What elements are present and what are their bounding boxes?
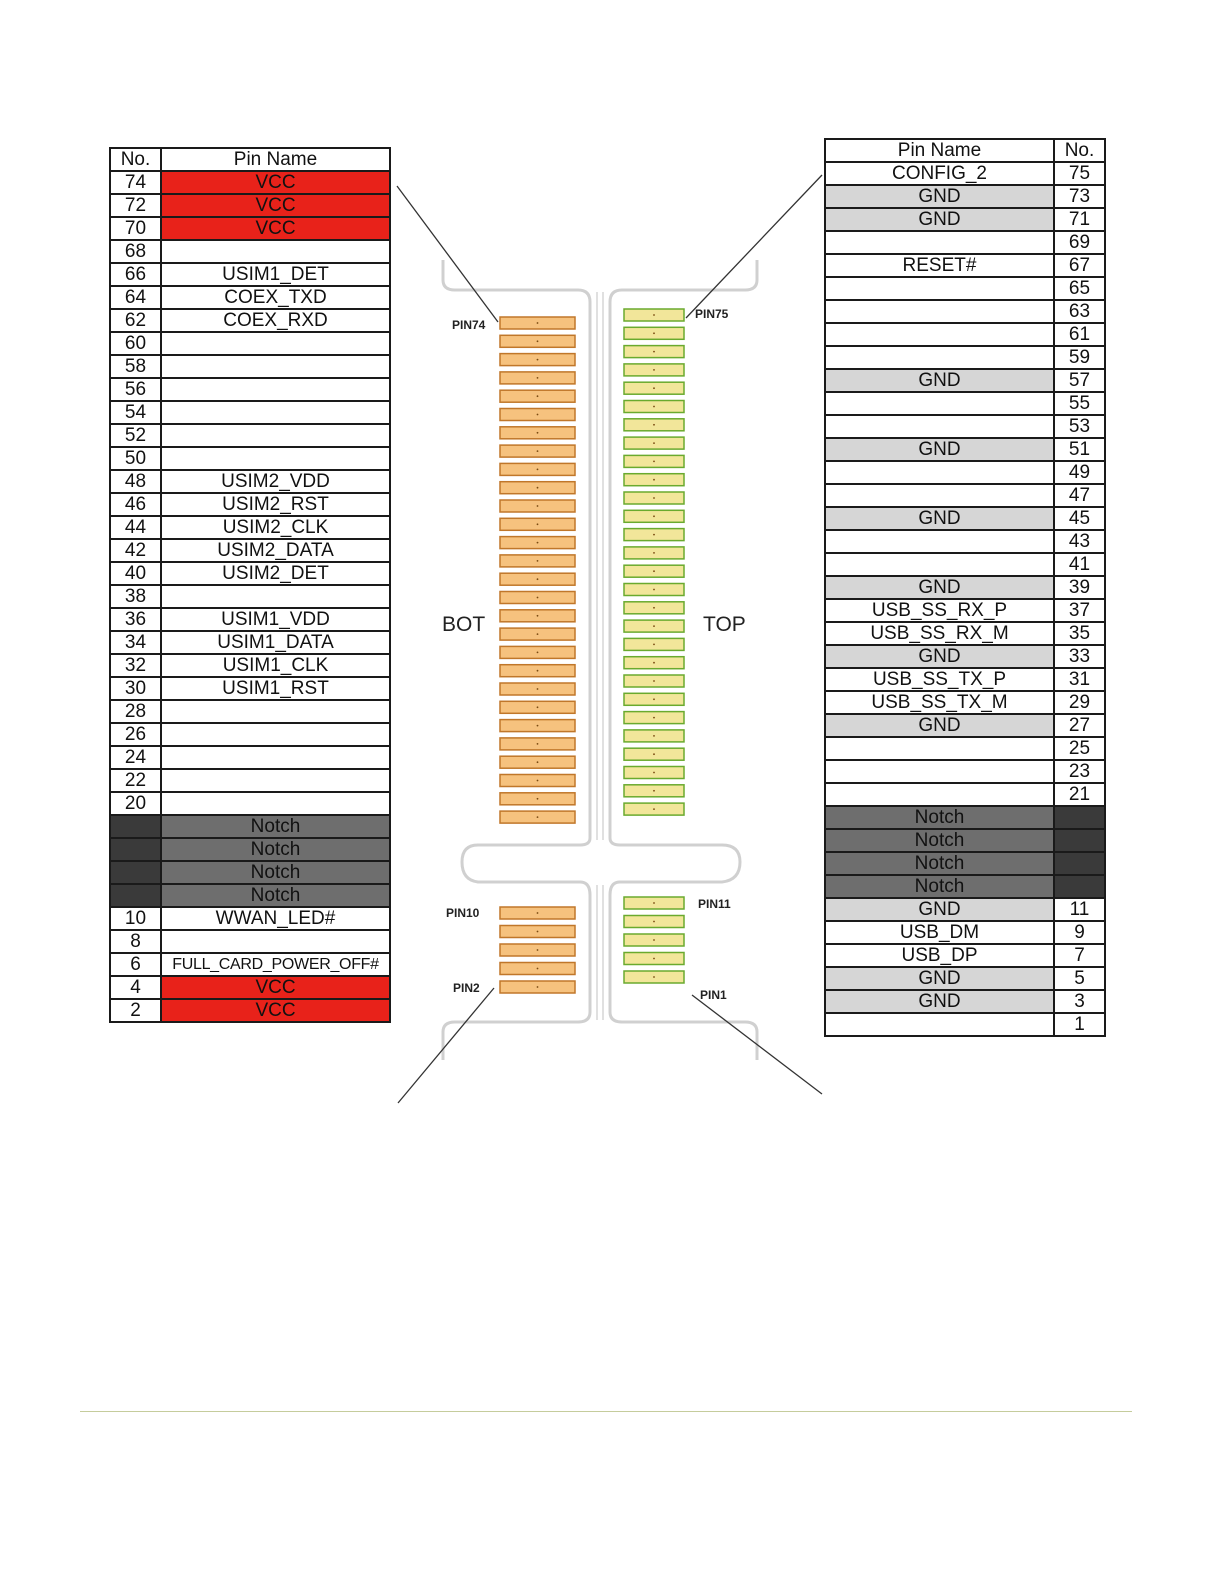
connector-outline bbox=[443, 260, 757, 1060]
bot-contact-pad-dot bbox=[537, 615, 539, 617]
top-contact-pad-dot bbox=[653, 314, 655, 316]
pin-number-cell: 25 bbox=[1054, 737, 1105, 760]
top-contact-pad-dot bbox=[653, 902, 655, 904]
pin-number-cell: 8 bbox=[110, 930, 161, 953]
pin-number-cell: 32 bbox=[110, 654, 161, 677]
bot-contact-pad-dot bbox=[537, 743, 539, 745]
top-contact-pad-dot bbox=[653, 772, 655, 774]
bot-contact-pad-dot bbox=[537, 706, 539, 708]
pin-name-cell: Notch bbox=[825, 829, 1054, 852]
top-contact-pad-dot bbox=[653, 644, 655, 646]
pin-number-cell: 11 bbox=[1054, 898, 1105, 921]
pin-number-cell: 65 bbox=[1054, 277, 1105, 300]
pin-name-cell: VCC bbox=[161, 217, 390, 240]
pin-number-cell: 45 bbox=[1054, 507, 1105, 530]
pin-name-cell: VCC bbox=[161, 999, 390, 1022]
pin-number-cell: 69 bbox=[1054, 231, 1105, 254]
pin1-label: PIN1 bbox=[700, 988, 727, 1002]
top-contact-pad-dot bbox=[653, 808, 655, 810]
pin-number-cell: 62 bbox=[110, 309, 161, 332]
bot-contact-pad-dot bbox=[537, 761, 539, 763]
top-contact-pad-dot bbox=[653, 958, 655, 960]
pin-name-cell: Notch bbox=[825, 875, 1054, 898]
pin-number-cell: 28 bbox=[110, 700, 161, 723]
pin-number-cell: 64 bbox=[110, 286, 161, 309]
pin-number-cell: 22 bbox=[110, 769, 161, 792]
pin-name-cell: USB_DP bbox=[825, 944, 1054, 967]
pin-name-cell: GND bbox=[825, 208, 1054, 231]
bot-contact-pad-dot bbox=[537, 912, 539, 914]
top-contact-pad-dot bbox=[653, 406, 655, 408]
pin-name-cell: USIM1_RST bbox=[161, 677, 390, 700]
pin-name-cell: FULL_CARD_POWER_OFF# bbox=[161, 953, 390, 976]
pin-number-cell: 6 bbox=[110, 953, 161, 976]
pin-number-cell: 24 bbox=[110, 746, 161, 769]
pin-name-cell: USB_SS_RX_P bbox=[825, 599, 1054, 622]
top-contact-pad-dot bbox=[653, 424, 655, 426]
bot-contact-pad-dot bbox=[537, 968, 539, 970]
top-contact-pad-dot bbox=[653, 442, 655, 444]
pin-number-cell: 42 bbox=[110, 539, 161, 562]
top-contact-pad-dot bbox=[653, 921, 655, 923]
top-contact-pad-dot bbox=[653, 589, 655, 591]
pin-number-cell: 40 bbox=[110, 562, 161, 585]
bot-lower-pad-group bbox=[500, 907, 575, 993]
pin-number-cell: 55 bbox=[1054, 392, 1105, 415]
pin-number-cell: 73 bbox=[1054, 185, 1105, 208]
pin-name-cell: VCC bbox=[161, 976, 390, 999]
pin-name-cell: GND bbox=[825, 576, 1054, 599]
leader-line-pin74 bbox=[397, 186, 498, 322]
pin-name-cell: Notch bbox=[161, 815, 390, 838]
pin-name-cell: COEX_RXD bbox=[161, 309, 390, 332]
pin75-label: PIN75 bbox=[695, 307, 729, 321]
top-contact-pad-dot bbox=[653, 515, 655, 517]
bot-contact-pad-dot bbox=[537, 949, 539, 951]
top-contact-pad-dot bbox=[653, 387, 655, 389]
pin-number-cell: 67 bbox=[1054, 254, 1105, 277]
top-contact-pad-dot bbox=[653, 534, 655, 536]
pin-name-cell: USB_DM bbox=[825, 921, 1054, 944]
pin-number-cell: 10 bbox=[110, 907, 161, 930]
pin-name-cell: USB_SS_RX_M bbox=[825, 622, 1054, 645]
pin-number-cell: 56 bbox=[110, 378, 161, 401]
pin-number-cell: 5 bbox=[1054, 967, 1105, 990]
pin-name-cell: Notch bbox=[161, 838, 390, 861]
pin74-label: PIN74 bbox=[452, 318, 486, 332]
bot-contact-pad-dot bbox=[537, 395, 539, 397]
pin2-label: PIN2 bbox=[453, 981, 480, 995]
top-contact-pad-dot bbox=[653, 351, 655, 353]
pin-name-cell: VCC bbox=[161, 194, 390, 217]
pin-number-cell: 50 bbox=[110, 447, 161, 470]
pin-number-cell: 36 bbox=[110, 608, 161, 631]
pin-name-cell: GND bbox=[825, 967, 1054, 990]
pin-name-cell: USB_SS_TX_M bbox=[825, 691, 1054, 714]
leader-line-pin1 bbox=[692, 995, 822, 1094]
bot-side-label: BOT bbox=[442, 613, 486, 636]
bot-contact-pad-dot bbox=[537, 359, 539, 361]
pin-number-cell: 54 bbox=[110, 401, 161, 424]
bot-contact-pad-dot bbox=[537, 725, 539, 727]
pin-number-cell: 51 bbox=[1054, 438, 1105, 461]
pin-name-cell: GND bbox=[825, 990, 1054, 1013]
pin-name-cell: VCC bbox=[161, 171, 390, 194]
top-contact-pad-dot bbox=[653, 497, 655, 499]
top-contact-pad-dot bbox=[653, 479, 655, 481]
bot-contact-pad-dot bbox=[537, 523, 539, 525]
pin-number-cell: 39 bbox=[1054, 576, 1105, 599]
bot-contact-pad-dot bbox=[537, 670, 539, 672]
pin-number-cell: 60 bbox=[110, 332, 161, 355]
pin10-label: PIN10 bbox=[446, 906, 480, 920]
pin-number-cell: 72 bbox=[110, 194, 161, 217]
pin-name-cell: GND bbox=[825, 369, 1054, 392]
pin-number-cell: 58 bbox=[110, 355, 161, 378]
pin-number-cell: 29 bbox=[1054, 691, 1105, 714]
bot-contact-pad-dot bbox=[537, 816, 539, 818]
pin-number-cell: 21 bbox=[1054, 783, 1105, 806]
pin-name-cell: Notch bbox=[161, 861, 390, 884]
pin-number-cell: 4 bbox=[110, 976, 161, 999]
top-contact-pad-dot bbox=[653, 625, 655, 627]
left-header-pin-name: Pin Name bbox=[161, 148, 390, 171]
right-header-pin-name: Pin Name bbox=[825, 139, 1054, 162]
pin-number-cell: 34 bbox=[110, 631, 161, 654]
pin-name-cell: WWAN_LED# bbox=[161, 907, 390, 930]
top-contact-pad-dot bbox=[653, 939, 655, 941]
pin-number-cell: 2 bbox=[110, 999, 161, 1022]
top-side-label: TOP bbox=[703, 613, 746, 636]
top-contact-pad-dot bbox=[653, 570, 655, 572]
pin-number-cell: 38 bbox=[110, 585, 161, 608]
pin-number-cell: 35 bbox=[1054, 622, 1105, 645]
pin-number-cell: 7 bbox=[1054, 944, 1105, 967]
pin-name-cell: GND bbox=[825, 438, 1054, 461]
pin-name-cell: Notch bbox=[161, 884, 390, 907]
bot-contact-pad-dot bbox=[537, 432, 539, 434]
top-contact-pad-dot bbox=[653, 976, 655, 978]
top-contact-pad-dot bbox=[653, 662, 655, 664]
bot-contact-pad-dot bbox=[537, 505, 539, 507]
pin-number-cell: 70 bbox=[110, 217, 161, 240]
pin-name-cell: USIM1_DET bbox=[161, 263, 390, 286]
bot-contact-pad-dot bbox=[537, 578, 539, 580]
top-contact-pad-dot bbox=[653, 735, 655, 737]
bot-contact-pad-dot bbox=[537, 414, 539, 416]
pin-name-cell: RESET# bbox=[825, 254, 1054, 277]
bot-contact-pad-dot bbox=[537, 469, 539, 471]
pin-number-cell: 63 bbox=[1054, 300, 1105, 323]
pin-number-cell: 3 bbox=[1054, 990, 1105, 1013]
pin-number-cell: 57 bbox=[1054, 369, 1105, 392]
pin-name-cell: COEX_TXD bbox=[161, 286, 390, 309]
pin-name-cell: USIM2_DET bbox=[161, 562, 390, 585]
pin-name-cell: USIM1_VDD bbox=[161, 608, 390, 631]
pin-name-cell: GND bbox=[825, 507, 1054, 530]
pin-number-cell: 66 bbox=[110, 263, 161, 286]
pin-number-cell: 52 bbox=[110, 424, 161, 447]
pin-name-cell: USIM1_DATA bbox=[161, 631, 390, 654]
pin-number-cell: 71 bbox=[1054, 208, 1105, 231]
pin-name-cell: USIM2_RST bbox=[161, 493, 390, 516]
pin-number-cell: 30 bbox=[110, 677, 161, 700]
top-contact-pad-dot bbox=[653, 698, 655, 700]
pin-number-cell: 33 bbox=[1054, 645, 1105, 668]
bot-contact-pad-dot bbox=[537, 450, 539, 452]
pin-number-cell: 49 bbox=[1054, 461, 1105, 484]
pin-number-cell: 61 bbox=[1054, 323, 1105, 346]
pin-name-cell: GND bbox=[825, 645, 1054, 668]
pin-number-cell: 27 bbox=[1054, 714, 1105, 737]
pin-number-cell: 53 bbox=[1054, 415, 1105, 438]
pin-name-cell: USIM2_CLK bbox=[161, 516, 390, 539]
pin-number-cell: 31 bbox=[1054, 668, 1105, 691]
top-contact-pad-dot bbox=[653, 607, 655, 609]
top-contact-pad-dot bbox=[653, 552, 655, 554]
pin-number-cell: 68 bbox=[110, 240, 161, 263]
bot-contact-pad-dot bbox=[537, 597, 539, 599]
bot-contact-pad-dot bbox=[537, 322, 539, 324]
top-upper-pad-group bbox=[624, 309, 684, 815]
pin-name-cell: CONFIG_2 bbox=[825, 162, 1054, 185]
pin-number-cell: 44 bbox=[110, 516, 161, 539]
leader-line-pin75 bbox=[686, 175, 822, 318]
pin-name-cell: GND bbox=[825, 898, 1054, 921]
pin-name-cell: USIM1_CLK bbox=[161, 654, 390, 677]
pin-name-cell: Notch bbox=[825, 806, 1054, 829]
pin-number-cell: 48 bbox=[110, 470, 161, 493]
leader-line-pin2 bbox=[398, 988, 494, 1103]
bot-contact-pad-dot bbox=[537, 542, 539, 544]
pin11-label: PIN11 bbox=[698, 897, 731, 911]
bot-contact-pad-dot bbox=[537, 560, 539, 562]
top-contact-pad-dot bbox=[653, 753, 655, 755]
pin-number-cell: 1 bbox=[1054, 1013, 1105, 1036]
top-lower-pad-group bbox=[624, 897, 684, 983]
pin-name-cell: USIM2_VDD bbox=[161, 470, 390, 493]
bot-contact-pad-dot bbox=[537, 931, 539, 933]
pin-name-cell: USB_SS_TX_P bbox=[825, 668, 1054, 691]
pin-number-cell: 59 bbox=[1054, 346, 1105, 369]
pin-number-cell: 41 bbox=[1054, 553, 1105, 576]
pin-number-cell: 75 bbox=[1054, 162, 1105, 185]
bot-upper-pad-group bbox=[500, 317, 575, 823]
bot-contact-pad-dot bbox=[537, 798, 539, 800]
bot-contact-pad-dot bbox=[537, 340, 539, 342]
pin-number-cell: 23 bbox=[1054, 760, 1105, 783]
pin-name-cell: USIM2_DATA bbox=[161, 539, 390, 562]
pin-name-cell: GND bbox=[825, 185, 1054, 208]
top-contact-pad-dot bbox=[653, 369, 655, 371]
footer-rule bbox=[80, 1411, 1132, 1412]
top-contact-pad-dot bbox=[653, 717, 655, 719]
pin-number-cell: 9 bbox=[1054, 921, 1105, 944]
pin-number-cell: 26 bbox=[110, 723, 161, 746]
pin-number-cell: 47 bbox=[1054, 484, 1105, 507]
right-header-no: No. bbox=[1054, 139, 1105, 162]
left-header-no: No. bbox=[110, 148, 161, 171]
bot-contact-pad-dot bbox=[537, 986, 539, 988]
top-contact-pad-dot bbox=[653, 332, 655, 334]
pin-number-cell: 20 bbox=[110, 792, 161, 815]
pin-number-cell: 46 bbox=[110, 493, 161, 516]
bot-contact-pad-dot bbox=[537, 487, 539, 489]
bot-contact-pad-dot bbox=[537, 652, 539, 654]
top-contact-pad-dot bbox=[653, 680, 655, 682]
bot-contact-pad-dot bbox=[537, 780, 539, 782]
pin-number-cell: 37 bbox=[1054, 599, 1105, 622]
pin-name-cell: GND bbox=[825, 714, 1054, 737]
top-contact-pad-dot bbox=[653, 461, 655, 463]
bot-contact-pad-dot bbox=[537, 688, 539, 690]
pin-number-cell: 74 bbox=[110, 171, 161, 194]
bot-contact-pad-dot bbox=[537, 633, 539, 635]
pin-name-cell: Notch bbox=[825, 852, 1054, 875]
top-contact-pad-dot bbox=[653, 790, 655, 792]
pin-number-cell: 43 bbox=[1054, 530, 1105, 553]
bot-contact-pad-dot bbox=[537, 377, 539, 379]
